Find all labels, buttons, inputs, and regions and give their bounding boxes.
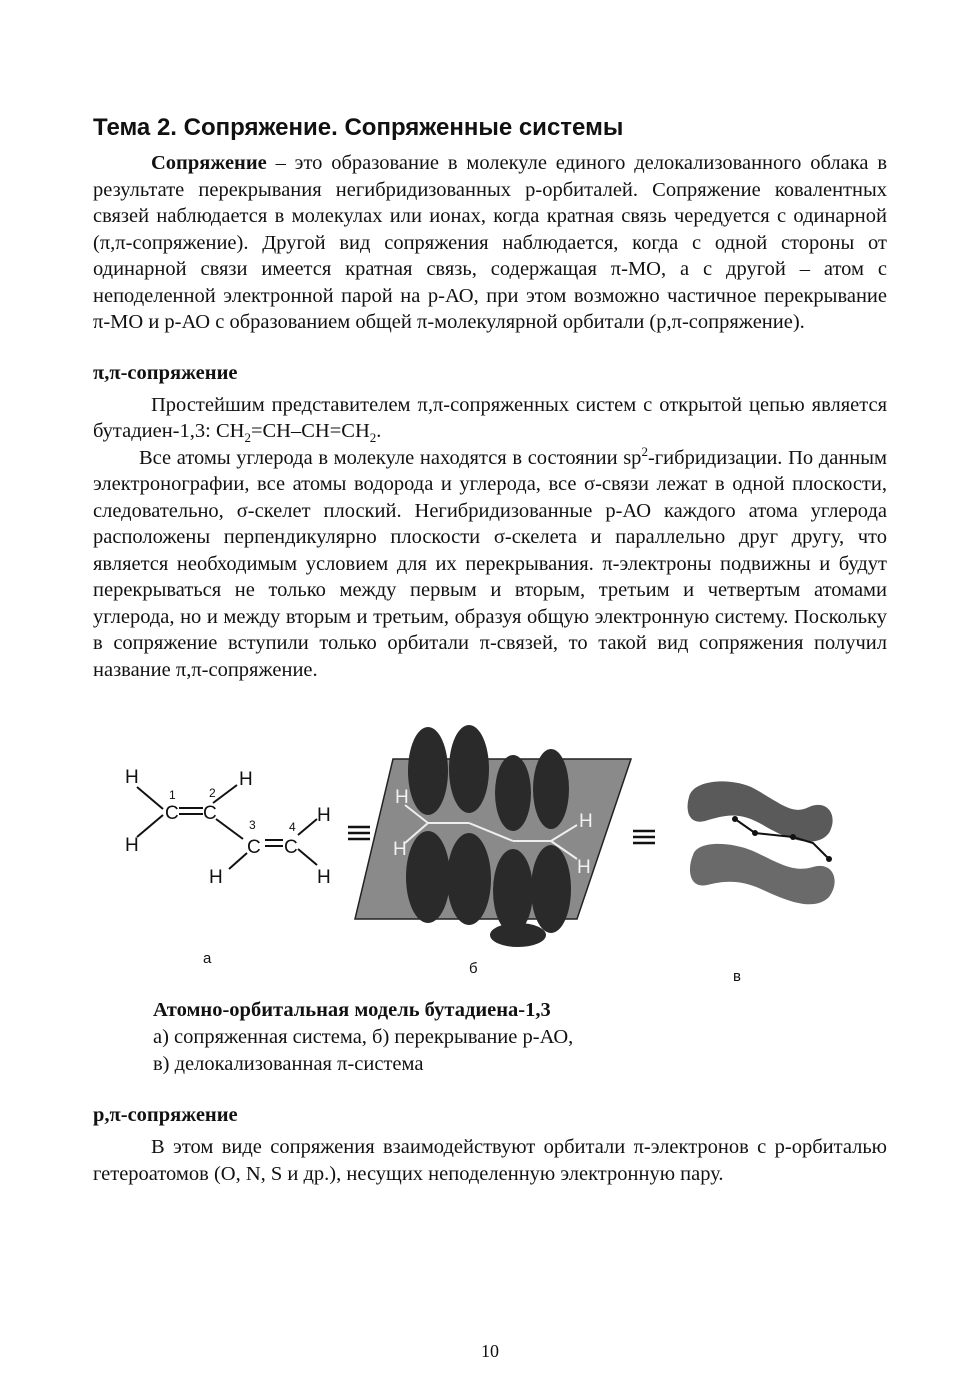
atom-h: H [395, 787, 409, 808]
heading-ppi: p,π-сопряжение [93, 1104, 238, 1126]
butadiene-figure [93, 691, 887, 997]
caption-line-1: а) сопряженная система, б) перекрывание p-АО, [153, 1026, 574, 1048]
term-conjugation: Сопряжение [151, 152, 267, 174]
p-orbital-overlap [355, 725, 631, 947]
figure-caption [153, 997, 887, 1078]
pipi-p2-start: Все атомы углерода в молекуле находятся в состоянии sp [139, 446, 642, 469]
atom-c2: C [203, 803, 217, 824]
pipi-paragraph-1 [93, 392, 887, 445]
caption-line-2: в) делокализованная π-система [153, 1053, 424, 1075]
pipi-p2-rest: -гибридизации. По данным электронографии, все атомы водорода и углерода, все σ-связи лежат в одной плоскости, следовательно, σ-скелет плоский. Негибридизованные p-АО каждого атома углерода расположены перпендикулярно плоскости σ-скелета и параллельно друг другу, что является необходимым условием для их перекрывания. π-электроны подвижны и будут перекрываться не только между первым и вторым, третьим и четвертым атомами углерода, но и между вторым и третьим, образуя общую электронную систему. Поскольку в сопряжение вступили только орбитали π-связей, то такой вид сопряжения получил название π,π-сопряжение. [93, 446, 887, 681]
atom-h: H [209, 867, 223, 888]
delocalized-pi-system [688, 781, 835, 904]
butadiene-formula: $CH_2=CH-CH=CH_2$. [215, 420, 382, 446]
atom-h: H [125, 767, 139, 788]
panel-label-b: б [469, 960, 478, 977]
carbon-number-2: 2 [209, 786, 216, 800]
page-number: 10 [481, 1341, 499, 1361]
atom-c4: C [284, 837, 298, 858]
equivalence-sign [348, 827, 370, 839]
atom-c3: C [247, 837, 261, 858]
intro-text: – это образование в молекуле единого делокализованного облака в результате перекрывания негибридизованных p-орбиталей. Сопряжение ковалентных связей наблюдается в молекулах или ионах, когда кратная связь чередуется с одинарной (π,π-сопряжение). Другой вид сопряжения наблюдается, когда с одной стороны от одинарной связи имеется кратная связь, содержащая π-МО, а с другой – атом с неподеленной электронной парой на p-АО, при этом возможно частичное перекрывание π-МО и p-АО с образованием общей π-молекулярной орбитали (p,π-сопряжение). [93, 152, 887, 333]
atom-c1: C [165, 803, 179, 824]
ppi-paragraph: В этом виде сопряжения взаимодействуют орбитали π-электронов с p-орбиталью гетероатомов (O, N, S и др.), несущих неподеленную электронную пару. [93, 1136, 887, 1185]
atom-h: H [577, 857, 591, 878]
butadiene-diagram [93, 691, 887, 997]
intro-paragraph [93, 150, 887, 336]
atom-h: H [239, 769, 253, 790]
pipi-p1-text: Простейшим представителем π,π-сопряженных систем с открытой цепью является бутадиен-1,3: [93, 393, 887, 442]
atom-h: H [125, 835, 139, 856]
equivalence-sign [633, 831, 655, 843]
caption-title: Атомно-орбитальная модель бутадиена-1,3 [153, 999, 551, 1021]
panel-label-c: в [733, 968, 741, 985]
atom-h: H [579, 811, 593, 832]
carbon-number-3: 3 [249, 818, 256, 832]
heading-pipi: π,π-сопряжение [93, 361, 238, 384]
page-title: Тема 2. Сопряжение. Сопряженные системы [93, 114, 624, 141]
panel-label-a: а [203, 950, 212, 967]
atom-h: H [317, 805, 331, 826]
carbon-number-1: 1 [169, 788, 176, 802]
page-content [93, 112, 887, 1187]
atom-h: H [393, 839, 407, 860]
sp2-superscript: 2 [641, 443, 648, 459]
carbon-number-4: 4 [289, 820, 296, 834]
atom-h: H [317, 867, 331, 888]
pipi-paragraph-2 [93, 445, 887, 684]
